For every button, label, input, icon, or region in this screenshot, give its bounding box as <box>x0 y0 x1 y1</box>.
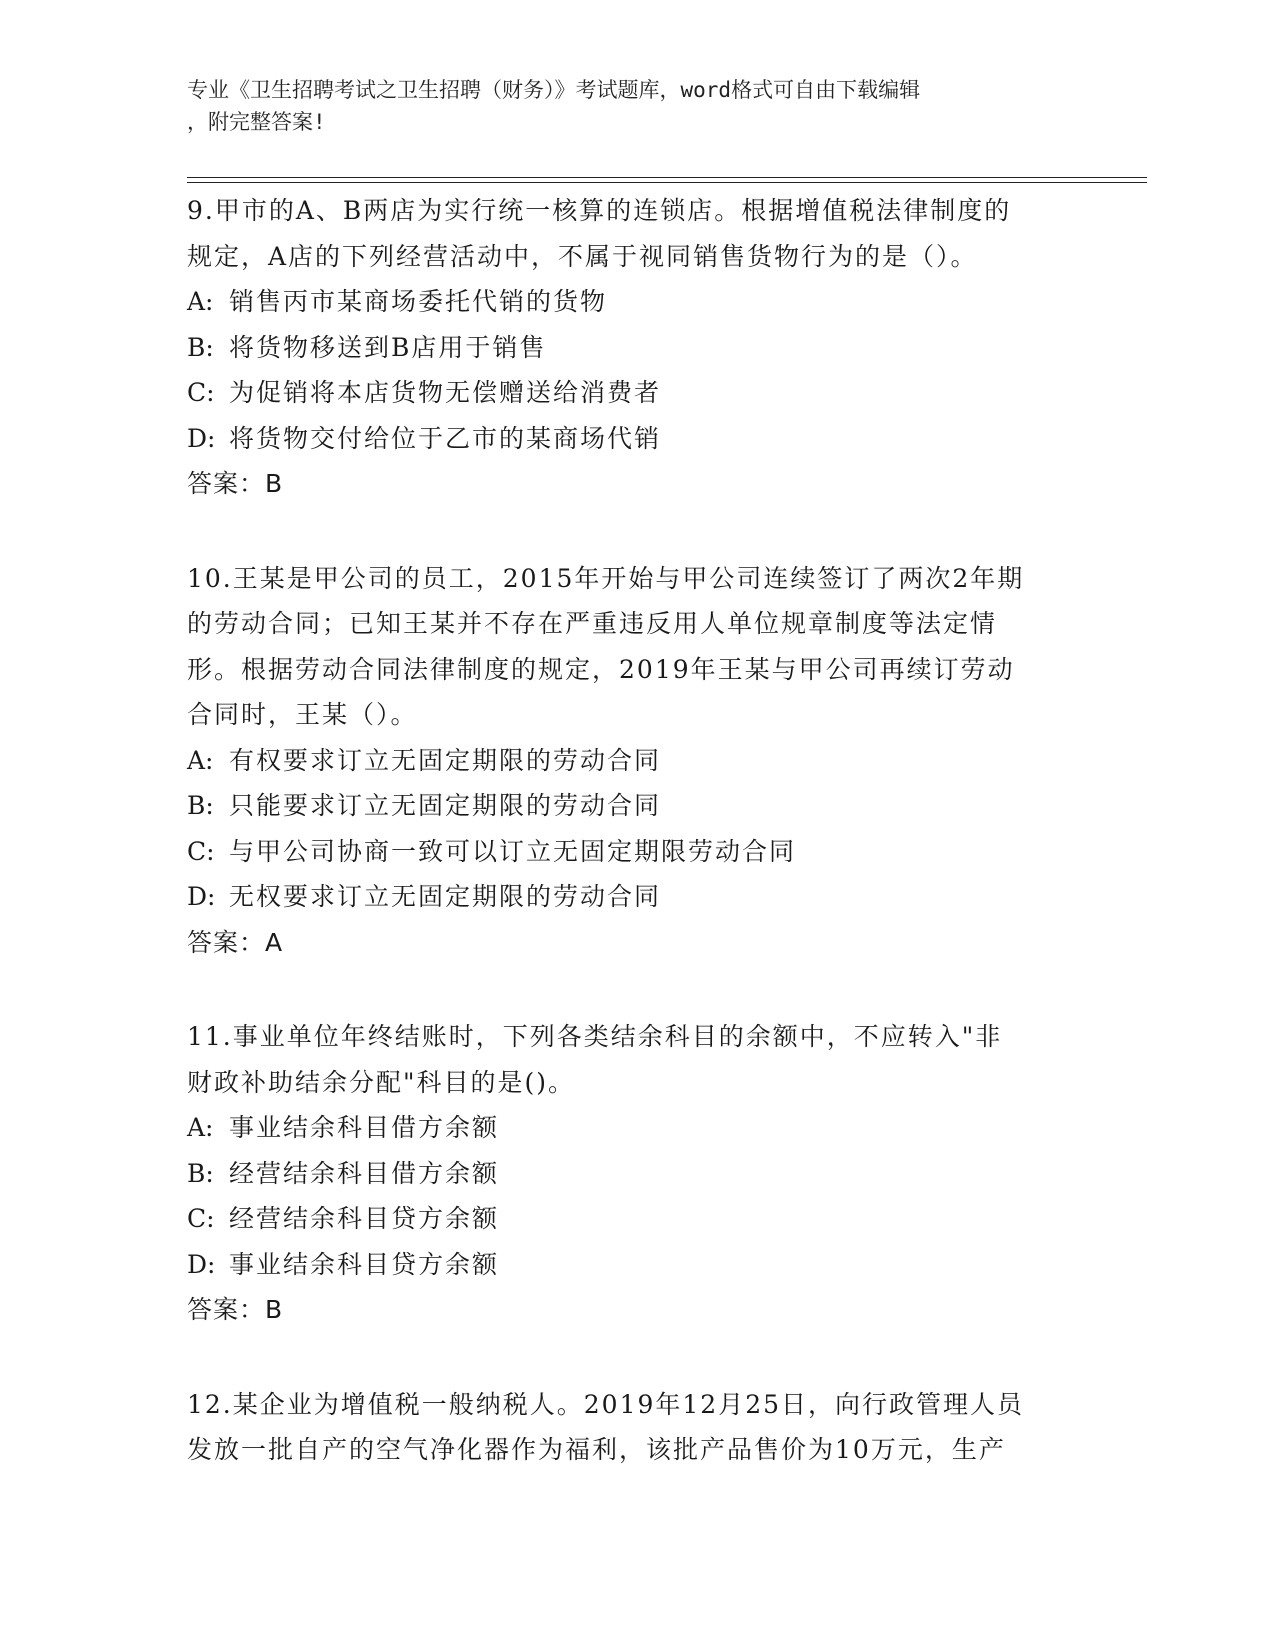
option-key: A: <box>187 287 214 316</box>
option-row <box>187 279 1087 325</box>
option-text: 为促销将本店货物无偿赠送给消费者 <box>229 378 662 407</box>
header-line-2: ，附完整答案! <box>187 110 326 134</box>
option-row <box>187 325 1087 371</box>
option-row <box>187 829 1087 875</box>
question-block <box>187 1014 1087 1333</box>
document-header <box>187 74 1067 138</box>
option-text: 将货物移送到B店用于销售 <box>229 332 547 362</box>
question-stem-line: 9.甲市的A、B两店为实行统一核算的连锁店。根据增值税法律制度的 <box>187 196 1012 225</box>
option-key: B: <box>187 791 214 820</box>
option-text: 销售丙市某商场委托代销的货物 <box>229 287 608 316</box>
option-key: A: <box>187 745 214 775</box>
question-stem-line: 10.王某是甲公司的员工，2015年开始与甲公司连续签订了两次2年期 <box>187 563 1025 593</box>
answer-line: 答案：B <box>187 1295 284 1324</box>
question-block <box>187 1382 1087 1473</box>
question-block <box>187 556 1087 966</box>
option-key: D: <box>187 882 216 911</box>
option-row <box>187 416 1087 462</box>
option-key: A: <box>187 1113 214 1142</box>
question-stem-line: 规定，A店的下列经营活动中，不属于视同销售货物行为的是（）。 <box>187 241 978 271</box>
option-row <box>187 783 1087 829</box>
option-text: 无权要求订立无固定期限的劳动合同 <box>229 882 662 911</box>
question-stem-line: 合同时，王某（）。 <box>187 700 418 729</box>
option-text: 将货物交付给位于乙市的某商场代销 <box>229 423 662 453</box>
question-stem-line: 的劳动合同；已知王某并不存在严重违反用人单位规章制度等法定情 <box>187 609 998 638</box>
option-row <box>187 370 1087 416</box>
question-stem-line: 发放一批自产的空气净化器作为福利，该批产品售价为10万元，生产 <box>187 1435 1006 1464</box>
option-key: C: <box>187 836 215 866</box>
option-row <box>187 1105 1087 1151</box>
answer-line: 答案：B <box>187 469 284 498</box>
option-text: 事业结余科目贷方余额 <box>229 1249 500 1279</box>
option-key: D: <box>187 423 216 453</box>
option-key: D: <box>187 1249 216 1279</box>
question-stem-line: 12.某企业为增值税一般纳税人。2019年12月25日，向行政管理人员 <box>187 1389 1025 1419</box>
answer-line: 答案：A <box>187 927 284 957</box>
option-key: B: <box>187 1158 214 1188</box>
header-divider-bottom <box>187 182 1147 183</box>
option-key: B: <box>187 332 214 362</box>
option-text: 有权要求订立无固定期限的劳动合同 <box>229 745 662 775</box>
option-text: 经营结余科目贷方余额 <box>229 1204 500 1233</box>
option-text: 经营结余科目借方余额 <box>229 1158 500 1188</box>
header-divider-top <box>187 177 1147 178</box>
question-list <box>187 188 1087 1522</box>
question-block <box>187 188 1087 507</box>
option-key: C: <box>187 1204 215 1233</box>
option-row <box>187 874 1087 920</box>
question-stem-line: 财政补助结余分配"科目的是()。 <box>187 1067 576 1097</box>
option-row <box>187 1242 1087 1288</box>
option-text: 只能要求订立无固定期限的劳动合同 <box>229 791 662 820</box>
question-stem-line: 11.事业单位年终结账时，下列各类结余科目的余额中，不应转入"非 <box>187 1022 1003 1051</box>
option-row <box>187 738 1087 784</box>
option-key: C: <box>187 378 215 407</box>
header-line-1: 专业《卫生招聘考试之卫生招聘（财务）》考试题库，word格式可自由下载编辑 <box>187 78 921 102</box>
option-row <box>187 1151 1087 1197</box>
option-text: 事业结余科目借方余额 <box>229 1113 500 1142</box>
option-row <box>187 1196 1087 1242</box>
option-text: 与甲公司协商一致可以订立无固定期限劳动合同 <box>229 836 797 866</box>
question-stem-line: 形。根据劳动合同法律制度的规定，2019年王某与甲公司再续订劳动 <box>187 654 1015 684</box>
